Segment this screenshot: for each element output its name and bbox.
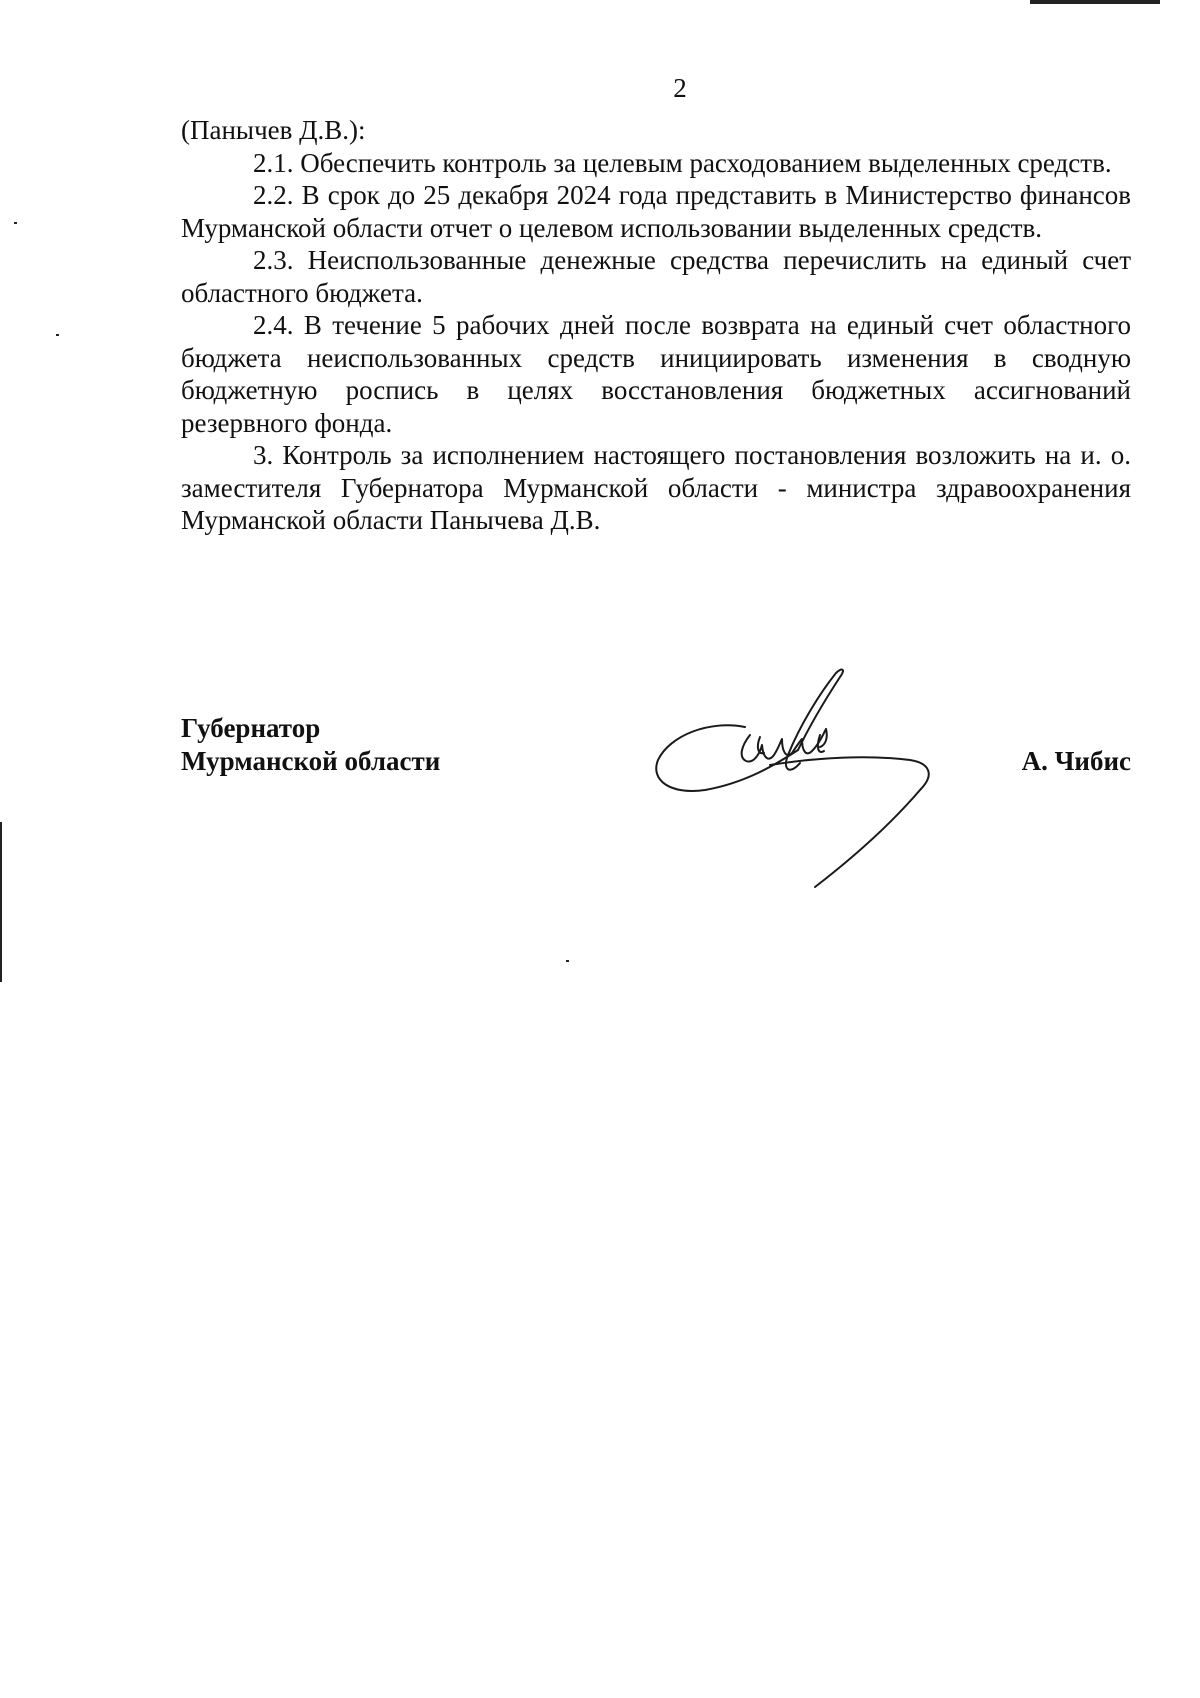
scan-edge-mark [0, 822, 2, 982]
paragraph-addressee: (Панычев Д.В.): [181, 115, 366, 145]
scan-speck [566, 960, 569, 962]
scan-speck [56, 334, 59, 336]
paragraph-2-3: 2.3. Неиспользованные денежные средства перечислить на единый счет областного бюджета. [181, 245, 1131, 308]
signatory-title-line-1: Губернатор [181, 713, 321, 743]
handwritten-signature [650, 665, 950, 895]
document-body [181, 114, 1131, 537]
scan-speck [14, 222, 17, 224]
scan-edge-mark [1030, 0, 1160, 4]
page-number: 2 [673, 73, 687, 103]
paragraph-2-1: 2.1. Обеспечить контроль за целевым расходованием выделенных средств. [253, 147, 1112, 178]
paragraph-3: 3. Контроль за исполнением настоящего постановления возложить на и. о. заместителя Губернатора Мурманской области - министра здравоохранения Мурманской области Панычева Д.В. [181, 440, 1131, 535]
paragraph-2-4: 2.4. В течение 5 рабочих дней после возврата на единый счет областного бюджета неиспользованных средств инициировать изменения в сводную бюджетную роспись в целях восстановления бюджетных ассигнований резервного фонда. [181, 310, 1131, 438]
paragraph-2-2: 2.2. В срок до 25 декабря 2024 года представить в Министерство финансов Мурманской области отчет о целевом использовании выделенных средств. [181, 180, 1131, 243]
signatory-name: А. Чибис [1021, 745, 1131, 776]
signatory-title-line-2: Мурманской области [181, 745, 441, 776]
signatory-title [181, 712, 440, 777]
